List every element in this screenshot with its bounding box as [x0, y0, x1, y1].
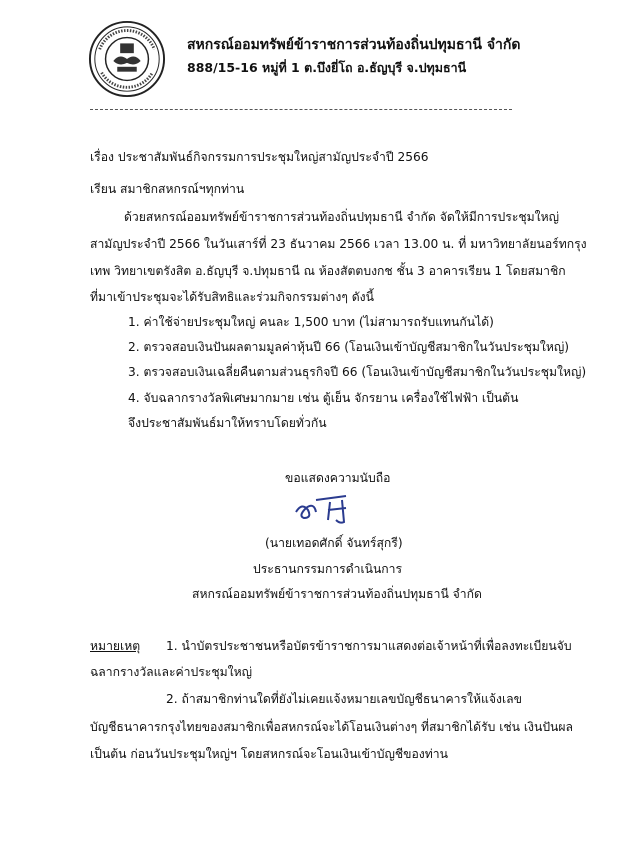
list-item: 2. ตรวจสอบเงินปันผลตามมูลค่าหุ้นปี 66 (โอนเงินเข้าบัญชีสมาชิกในวันประชุมใหญ่) — [128, 340, 570, 354]
body-line: เทพ วิทยาเขตรังสิต อ.ธัญบุรี จ.ปทุมธานี ณ ห้องสัตตบงกช ชั้น 3 อาคารเรียน 1 โดยสมาชิก — [90, 264, 566, 278]
signer-position: ประธานกรรมการดำเนินการ — [253, 562, 403, 576]
remark-line: 1. นำบัตรประชาชนหรือบัตรข้าราชการมาแสดงต่อเจ้าหน้าที่เพื่อลงทะเบียนจับ — [166, 639, 572, 653]
remark-line: 2. ถ้าสมาชิกท่านใดที่ยังไม่เคยแจ้งหมายเลขบัญชีธนาคารให้แจ้งเลข — [166, 692, 522, 706]
body-line: ที่มาเข้าประชุมจะได้รับสิทธิและร่วมกิจกรรมต่างๆ ดังนี้ — [90, 290, 374, 304]
remarks-label: หมายเหตุ — [90, 639, 141, 653]
body-line: ด้วยสหกรณ์ออมทรัพย์ข้าราชการส่วนท้องถิ่นปทุมธานี จำกัด จัดให้มีการประชุมใหญ่ — [124, 210, 560, 224]
regards-text: ขอแสดงความนับถือ — [285, 471, 391, 485]
organization-name: สหกรณ์ออมทรัพย์ข้าราชการส่วนท้องถิ่นปทุมธานี จำกัด — [187, 37, 521, 53]
list-item: 1. ค่าใช้จ่ายประชุมใหญ่ คนละ 1,500 บาท (ไม่สามารถรับแทนกันได้) — [128, 315, 494, 329]
list-item: 4. จับฉลากรางวัลพิเศษมากมาย เช่น ตู้เย็น จักรยาน เครื่องใช้ไฟฟ้า เป็นต้น — [128, 391, 519, 405]
handwritten-signature-icon — [292, 490, 358, 526]
letter-recipient: เรียน สมาชิกสหกรณ์ฯทุกท่าน — [90, 182, 245, 196]
body-line: สามัญประจำปี 2566 ในวันเสาร์ที่ 23 ธันวาคม 2566 เวลา 13.00 น. ที่ มหาวิทยาลัยนอร์ทกรุง — [90, 237, 587, 251]
remark-line: บัญชีธนาคารกรุงไทยของสมาชิกเพื่อสหกรณ์จะได้โอนเงินต่างๆ ที่สมาชิกได้รับ เช่น เงินปันผล — [90, 720, 573, 734]
closing-line: จึงประชาสัมพันธ์มาให้ทราบโดยทั่วกัน — [128, 416, 327, 430]
letter-subject: เรื่อง ประชาสัมพันธ์กิจกรรมการประชุมใหญ่สามัญประจำปี 2566 — [90, 150, 429, 164]
list-item: 3. ตรวจสอบเงินเฉลี่ยคืนตามส่วนธุรกิจปี 66 (โอนเงินเข้าบัญชีสมาชิกในวันประชุมใหญ่) — [128, 365, 587, 379]
header-divider — [90, 109, 512, 110]
signer-organization: สหกรณ์ออมทรัพย์ข้าราชการส่วนท้องถิ่นปทุมธานี จำกัด — [192, 587, 482, 601]
signer-name: (นายเทอดศักดิ์ จันทร์สุกรี) — [265, 536, 403, 550]
remark-line: เป็นต้น ก่อนวันประชุมใหญ่ฯ โดยสหกรณ์จะโอนเงินเข้าบัญชีของท่าน — [90, 747, 448, 761]
remark-line: ฉลากรางวัลและค่าประชุมใหญ่ — [90, 665, 253, 679]
cooperative-seal-icon — [88, 20, 166, 98]
organization-address: 888/15-16 หมู่ที่ 1 ต.บึงยี่โถ อ.ธัญบุรี จ.ปทุมธานี — [187, 60, 467, 75]
